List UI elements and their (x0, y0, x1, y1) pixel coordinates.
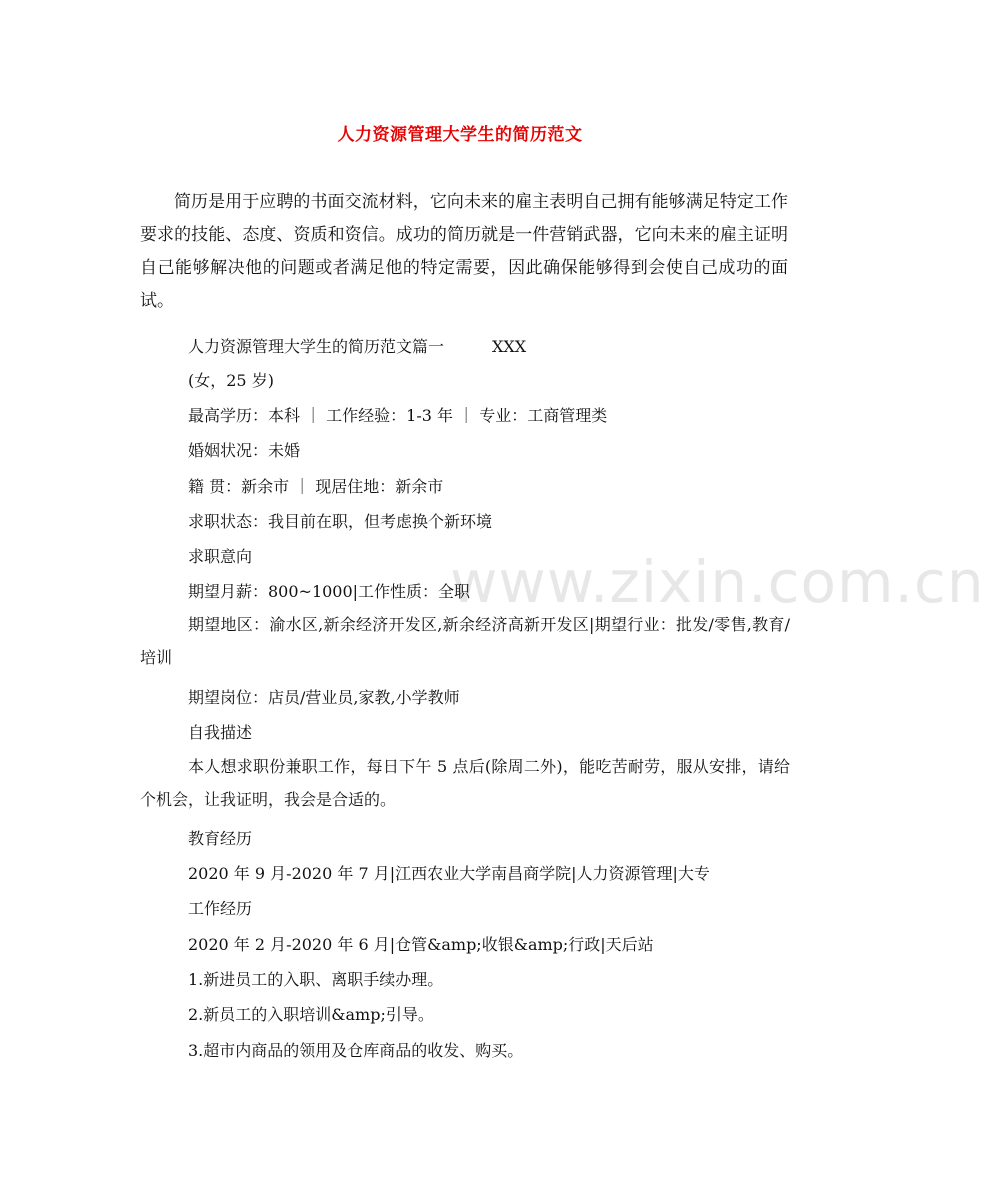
work-heading: 工作经历 (188, 899, 253, 918)
location-industry: 期望地区：渝水区,新余经济开发区,新余经济高新开发区|期望行业：批发/零售,教育/培训 (140, 615, 790, 667)
position: 期望岗位：店员/营业员,家教,小学教师 (188, 688, 460, 707)
sample-heading: 人力资源管理大学生的简历范文篇一 (188, 337, 445, 356)
self-description-heading: 自我描述 (188, 723, 253, 742)
sample-heading-line (188, 334, 526, 357)
job-intent-heading: 求职意向 (188, 547, 253, 566)
duty-item: 2.新员工的入职培训&amp;引导。 (188, 1005, 434, 1024)
salary: 期望月薪：800~1000|工作性质：全职 (188, 582, 471, 601)
education-heading: 教育经历 (188, 829, 253, 848)
document-title: 人力资源管理大学生的简历范文 (337, 125, 583, 145)
duty-item: 1.新进员工的入职、离职手续办理。 (188, 970, 444, 989)
watermark: www.zixin.com.cn (450, 548, 985, 616)
duty-item: 3.超市内商品的领用及仓库商品的收发、购买。 (188, 1041, 524, 1060)
job-status: 求职状态：我目前在职，但考虑换个新环境 (188, 512, 493, 531)
gender-age: (女，25 岁) (188, 371, 274, 390)
self-description: 本人想求职份兼职工作，每日下午 5 点后(除周二外)，能吃苦耐劳，服从安排，请给个机会，让我证明，我会是合适的。 (140, 757, 790, 809)
marital-status: 婚姻状况：未婚 (188, 441, 301, 460)
intro-paragraph: 简历是用于应聘的书面交流材料，它向未来的雇主表明自己拥有能够满足特定工作要求的技能、态度、资质和资信。成功的简历就是一件营销武器，它向未来的雇主证明自己能够解决他的问题或者满足他的特定需要，因此确保能够得到会使自己成功的面试。 (140, 192, 788, 311)
education-summary: 最高学历：本科 ｜ 工作经验：1-3 年 ｜ 专业：工商管理类 (188, 406, 608, 425)
work-entry: 2020 年 2 月-2020 年 6 月|仓管&amp;收银&amp;行政|天后站 (188, 935, 654, 954)
residence: 籍 贯：新余市 ｜ 现居住地：新余市 (188, 477, 444, 496)
sample-name: XXX (492, 337, 527, 356)
education-entry: 2020 年 9 月-2020 年 7 月|江西农业大学南昌商学院|人力资源管理|大专 (188, 864, 710, 883)
